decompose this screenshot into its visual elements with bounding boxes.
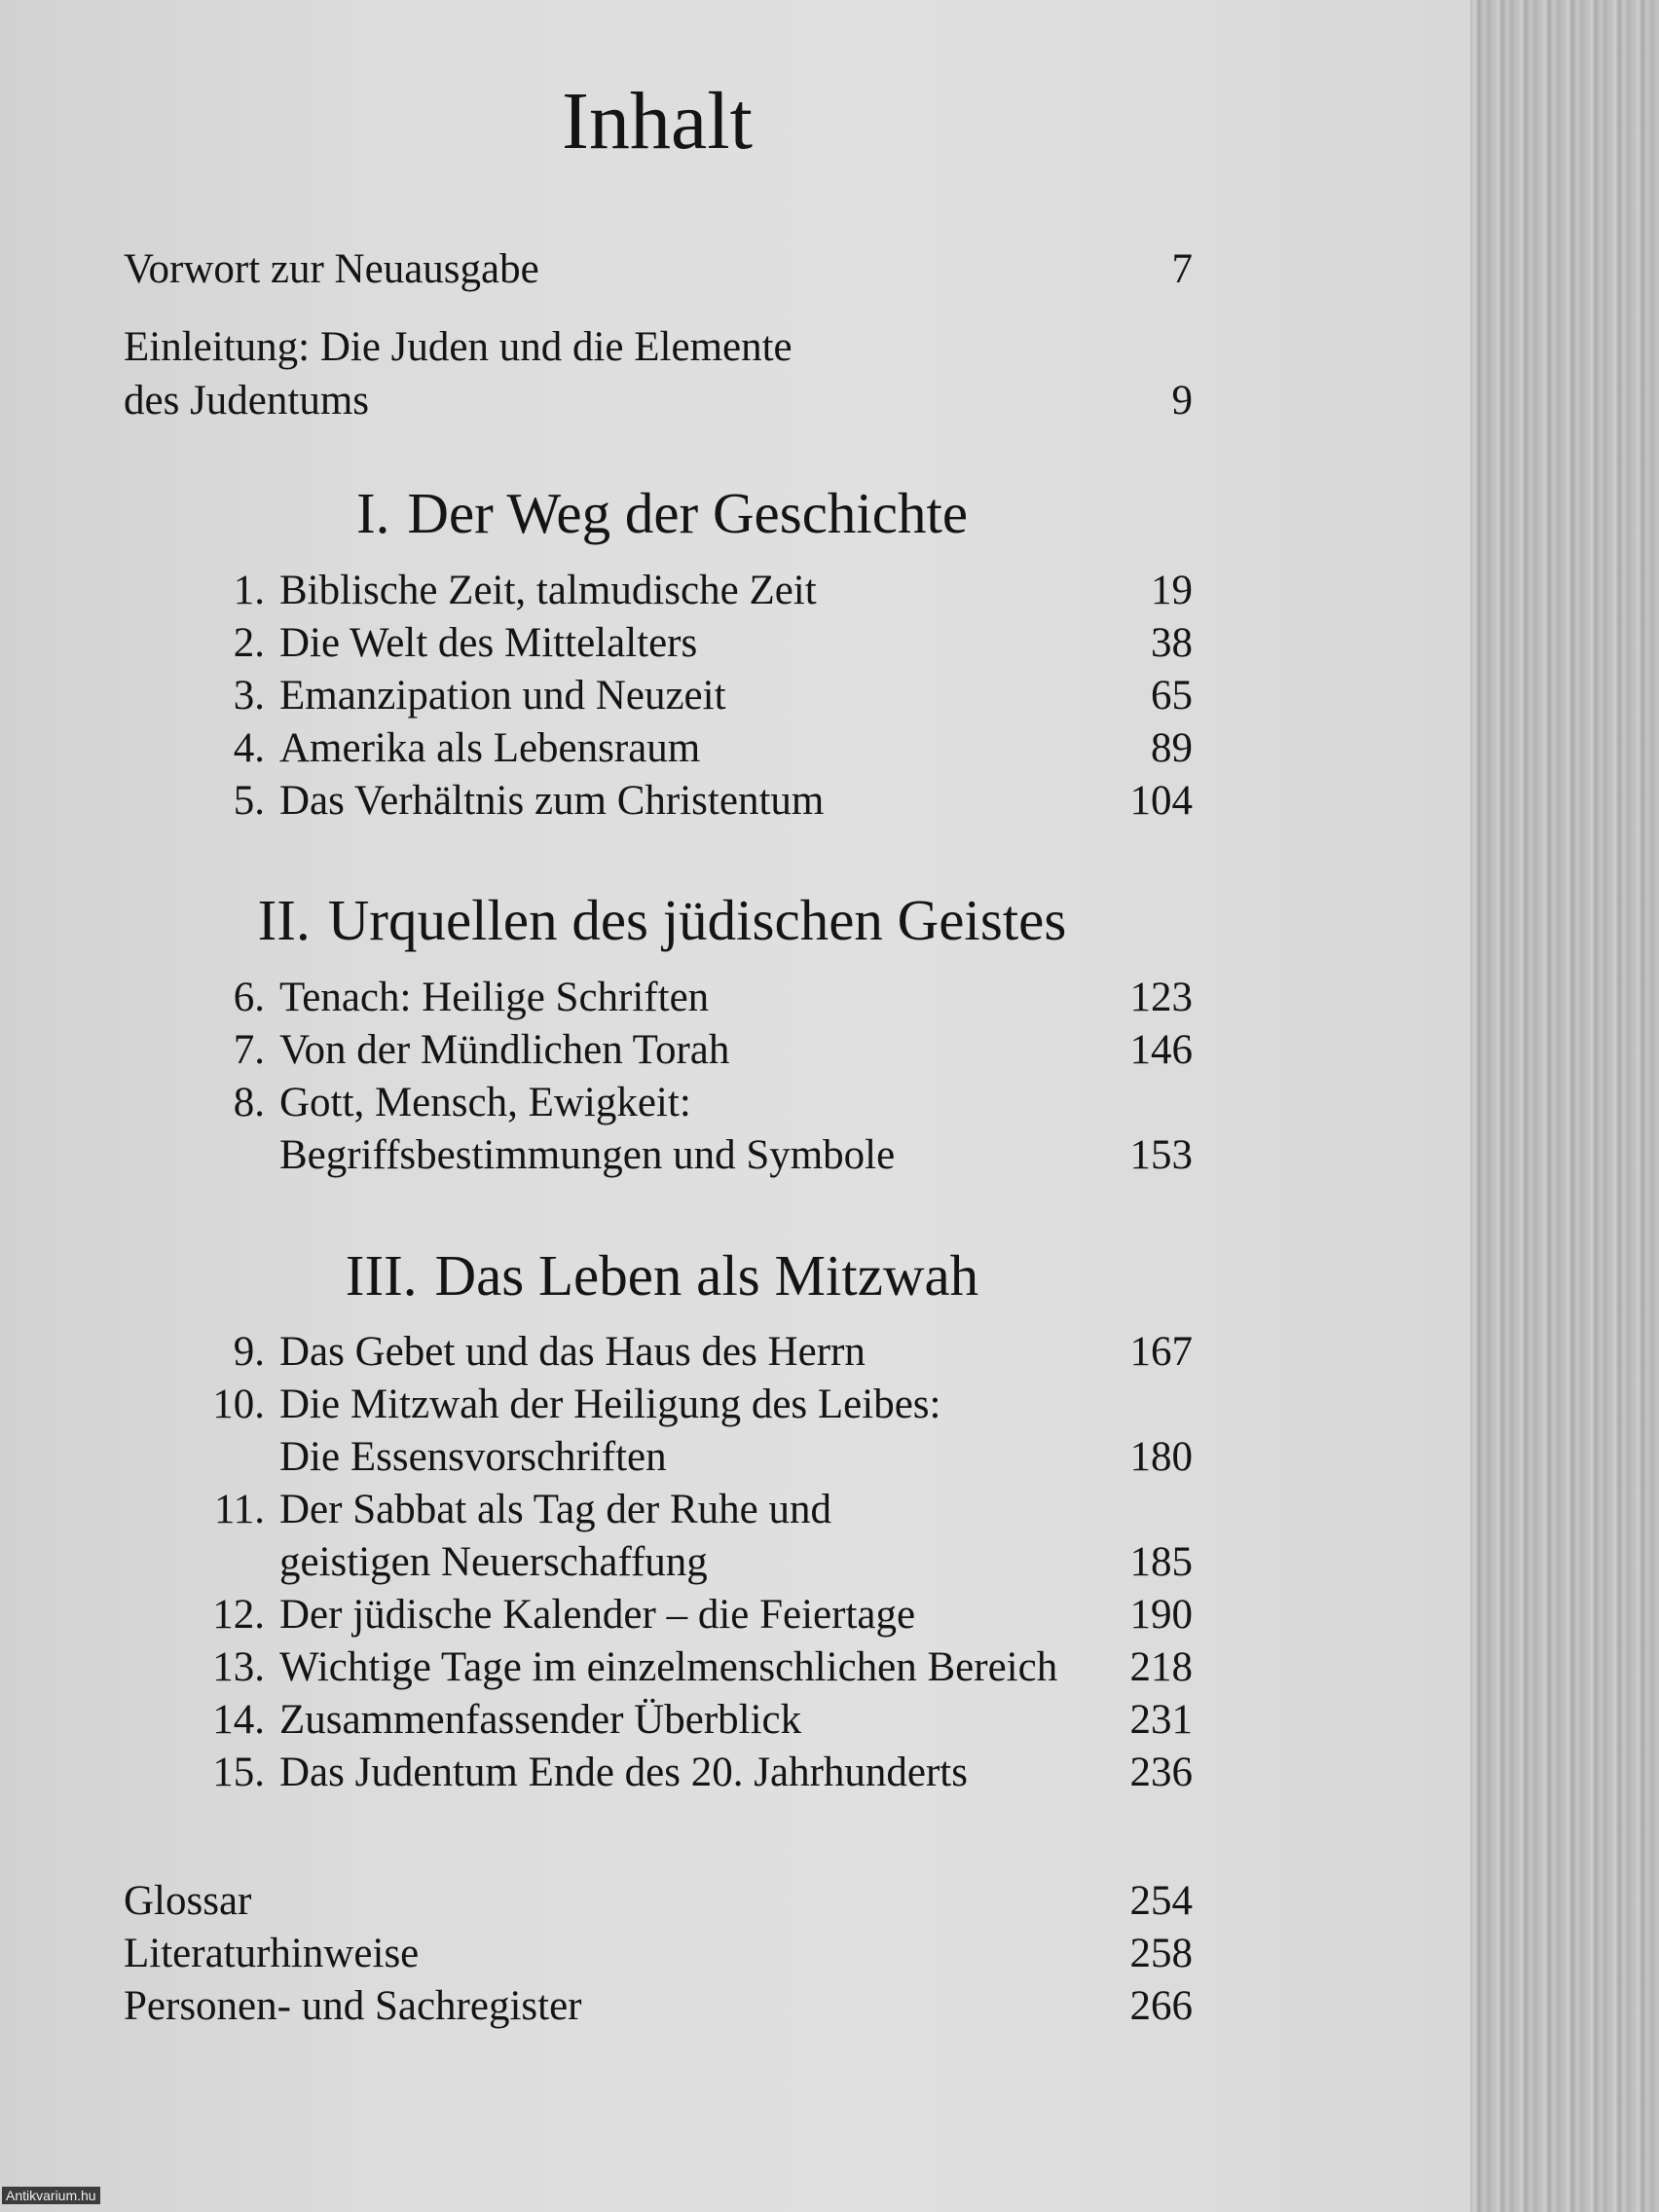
chapter-number: 5.	[233, 778, 265, 824]
chapter-label: Der jüdische Kalender – die Feiertage	[279, 1592, 916, 1638]
toc-entry-chapter	[0, 1379, 1193, 1431]
toc-entry-chapter-cont	[0, 1536, 1193, 1589]
entry-page: 236	[1129, 1750, 1193, 1795]
toc-entry-chapter	[0, 972, 1193, 1024]
toc-entry-einleitung-cont	[0, 375, 1193, 427]
entry-page: 167	[1129, 1329, 1193, 1375]
entry-page: 153	[1129, 1132, 1193, 1178]
chapter-label-continued: geistigen Neuerschaffung	[279, 1539, 708, 1585]
entry-page: 231	[1129, 1697, 1193, 1743]
toc-entry-chapter	[0, 1589, 1193, 1641]
toc-entry-vorwort	[0, 243, 1193, 296]
toc-entry-chapter	[0, 1694, 1193, 1747]
toc-entry-chapter	[0, 722, 1193, 775]
chapter-label: Gott, Mensch, Ewigkeit:	[279, 1080, 691, 1125]
toc-entry-chapter	[0, 775, 1193, 828]
entry-page: 146	[1129, 1027, 1193, 1073]
toc-entry-chapter-cont	[0, 1129, 1193, 1182]
chapter-label: Das Gebet und das Haus des Herrn	[279, 1329, 866, 1375]
entry-page: 180	[1129, 1434, 1193, 1480]
chapter-label: Zusammenfassender Überblick	[279, 1697, 802, 1743]
chapter-number: 9.	[233, 1329, 265, 1375]
chapter-label-continued: Die Essensvorschriften	[279, 1434, 667, 1480]
page-title: Inhalt	[562, 76, 753, 166]
chapter-number: 12.	[212, 1592, 265, 1638]
entry-label: Vorwort zur Neuausgabe	[124, 246, 539, 292]
entry-page: 218	[1129, 1644, 1193, 1690]
chapter-label: Emanzipation und Neuzeit	[279, 673, 726, 719]
entry-label: Einleitung: Die Juden und die Elemente	[124, 324, 793, 370]
entry-page: 123	[1129, 975, 1193, 1020]
toc-entry-chapter	[0, 1484, 1193, 1536]
chapter-number: 8.	[233, 1080, 265, 1125]
toc-entry-glossar	[0, 1875, 1193, 1928]
chapter-label: Von der Mündlichen Torah	[279, 1027, 730, 1073]
entry-page: 38	[1151, 620, 1193, 666]
chapter-number: 6.	[233, 975, 265, 1020]
entry-page: 89	[1151, 725, 1193, 771]
chapter-number: 13.	[212, 1644, 265, 1690]
toc-entry-chapter	[0, 617, 1193, 670]
chapter-label: Die Mitzwah der Heiligung des Leibes:	[279, 1382, 941, 1427]
entry-label: Literaturhinweise	[124, 1931, 420, 1976]
chapter-number: 11.	[213, 1487, 265, 1532]
chapter-label: Das Judentum Ende des 20. Jahrhunderts	[279, 1750, 968, 1795]
chapter-number: 2.	[233, 620, 265, 666]
chapter-label: Der Sabbat als Tag der Ruhe und	[279, 1487, 831, 1532]
chapter-label: Tenach: Heilige Schriften	[279, 975, 710, 1020]
chapter-label: Amerika als Lebensraum	[279, 725, 701, 771]
chapter-number: 10.	[212, 1382, 265, 1427]
part-numeral: I.	[355, 481, 390, 545]
toc-entry-chapter	[0, 1024, 1193, 1077]
part-heading-3	[0, 1241, 1324, 1309]
entry-page: 9	[1171, 378, 1193, 424]
toc-entry-chapter	[0, 1077, 1193, 1129]
chapter-number: 3.	[233, 673, 265, 719]
chapter-number: 14.	[212, 1697, 265, 1743]
chapter-label-continued: Begriffsbestimmungen und Symbole	[279, 1132, 896, 1178]
entry-page: 185	[1129, 1539, 1193, 1585]
toc-entry-chapter	[0, 1326, 1193, 1379]
part-numeral: III.	[345, 1243, 418, 1308]
toc-entry-chapter-cont	[0, 1431, 1193, 1484]
entry-page: 254	[1129, 1878, 1193, 1924]
entry-page: 7	[1171, 246, 1193, 292]
entry-page: 266	[1129, 1983, 1193, 2029]
entry-label-continued: des Judentums	[124, 378, 370, 424]
entry-label: Glossar	[124, 1878, 252, 1924]
chapter-label: Das Verhältnis zum Christentum	[279, 778, 825, 824]
chapter-label: Biblische Zeit, talmudische Zeit	[279, 568, 817, 613]
chapter-number: 15.	[212, 1750, 265, 1795]
chapter-number: 1.	[233, 568, 265, 613]
entry-label: Personen- und Sachregister	[124, 1983, 582, 2029]
entry-page: 190	[1129, 1592, 1193, 1638]
entry-page: 258	[1129, 1931, 1193, 1976]
toc-entry-chapter	[0, 670, 1193, 722]
book-spine-edge	[1470, 0, 1659, 2212]
part-heading-1	[0, 479, 1324, 547]
chapter-label: Wichtige Tage im einzelmenschlichen Bereich	[279, 1644, 1058, 1690]
toc-entry-einleitung	[0, 321, 1193, 374]
chapter-number: 7.	[233, 1027, 265, 1073]
entry-page: 65	[1151, 673, 1193, 719]
part-numeral: II.	[257, 888, 311, 952]
toc-entry-literatur	[0, 1928, 1193, 1980]
entry-page: 104	[1129, 778, 1193, 824]
chapter-number: 4.	[233, 725, 265, 771]
entry-page: 19	[1151, 568, 1193, 613]
part-title: Urquellen des jüdischen Geistes	[327, 888, 1067, 952]
part-title: Der Weg der Geschichte	[407, 481, 969, 545]
toc-entry-chapter	[0, 1641, 1193, 1694]
part-title: Das Leben als Mitzwah	[434, 1243, 979, 1308]
toc-entry-chapter	[0, 565, 1193, 617]
part-heading-2	[0, 886, 1324, 954]
toc-entry-register	[0, 1980, 1193, 2033]
watermark: Antikvarium.hu	[2, 2187, 100, 2204]
chapter-label: Die Welt des Mittelalters	[279, 620, 698, 666]
toc-entry-chapter	[0, 1747, 1193, 1799]
